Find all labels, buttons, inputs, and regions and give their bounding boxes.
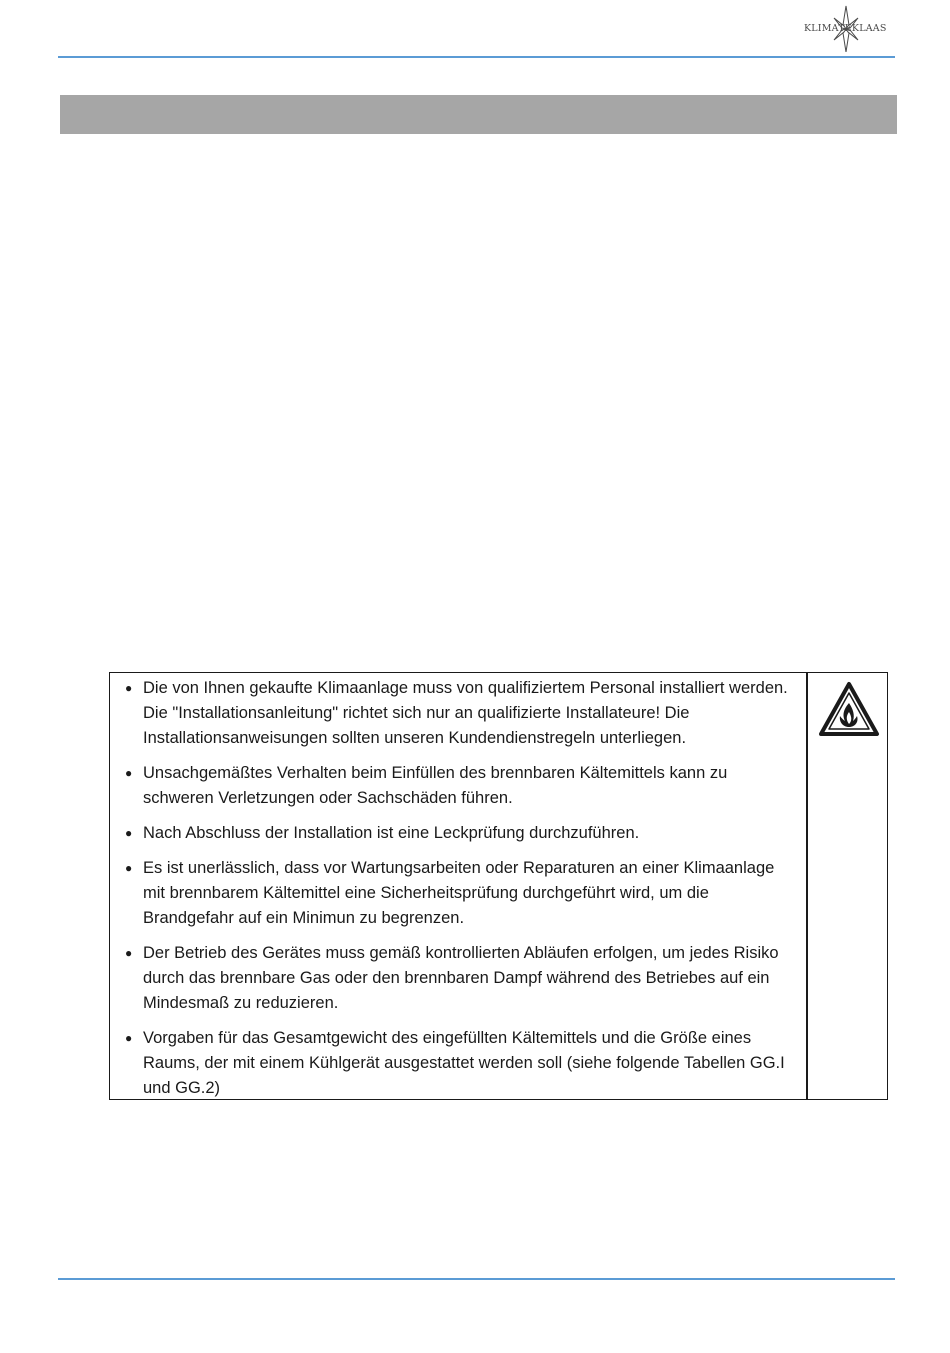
bullet-icon: ● (125, 861, 133, 875)
safety-item (110, 856, 806, 931)
safety-item (110, 941, 806, 1016)
section-heading-bar (60, 95, 897, 134)
header-rule (58, 56, 895, 58)
safety-item (110, 1026, 806, 1101)
bullet-icon: ● (125, 766, 133, 780)
bullet-icon: ● (125, 826, 133, 840)
bullet-icon: ● (125, 946, 133, 960)
safety-notice-list (110, 673, 806, 1111)
safety-item-text: Der Betrieb des Gerätes muss gemäß kontrollierten Abläufen erfolgen, um jedes Risiko durch das brennbare Gas oder den brennbaren Dampf während des Betriebes auf ein Mindesmaß zu reduzieren. (143, 944, 779, 1012)
safety-item (110, 676, 806, 751)
safety-item-text: Nach Abschluss der Installation ist eine Leckprüfung durchzuführen. (143, 824, 640, 842)
bullet-icon: ● (125, 681, 133, 695)
safety-notice-box (109, 672, 888, 1100)
safety-item-text: Es ist unerlässlich, dass vor Wartungsarbeiten oder Reparaturen an einer Klimaanlage mit brennbarem Kältemittel eine Sicherheitsprüfung durchgeführt wird, um die Brandgefahr auf ein Minimun zu begrenzen. (143, 859, 775, 927)
safety-item (110, 821, 806, 846)
brand-name: KLIMATEKLAAS (804, 23, 887, 34)
bullet-icon: ● (125, 1031, 133, 1045)
column-divider (806, 673, 808, 1099)
flammable-warning-icon (818, 681, 880, 737)
safety-item-text: Unsachgemäßtes Verhalten beim Einfüllen des brennbaren Kältemittels kann zu schweren Verletzungen oder Sachschäden führen. (143, 764, 728, 807)
safety-item-text: Vorgaben für das Gesamtgewicht des eingefüllten Kältemittels und die Größe eines Raums, der mit einem Kühlgerät ausgestattet werden soll (siehe folgende Tabellen GG.I und GG.2) (143, 1029, 785, 1097)
footer-rule (58, 1278, 895, 1280)
brand-logo (800, 4, 892, 52)
safety-item (110, 761, 806, 811)
safety-item-text: Die von Ihnen gekaufte Klimaanlage muss von qualifiziertem Personal installiert werden. Die "Installationsanleitung" richtet sich nur an qualifizierte Installateure! Die Installationsanweisungen sollten unseren Kundendienstregeln unterliegen. (143, 679, 788, 747)
